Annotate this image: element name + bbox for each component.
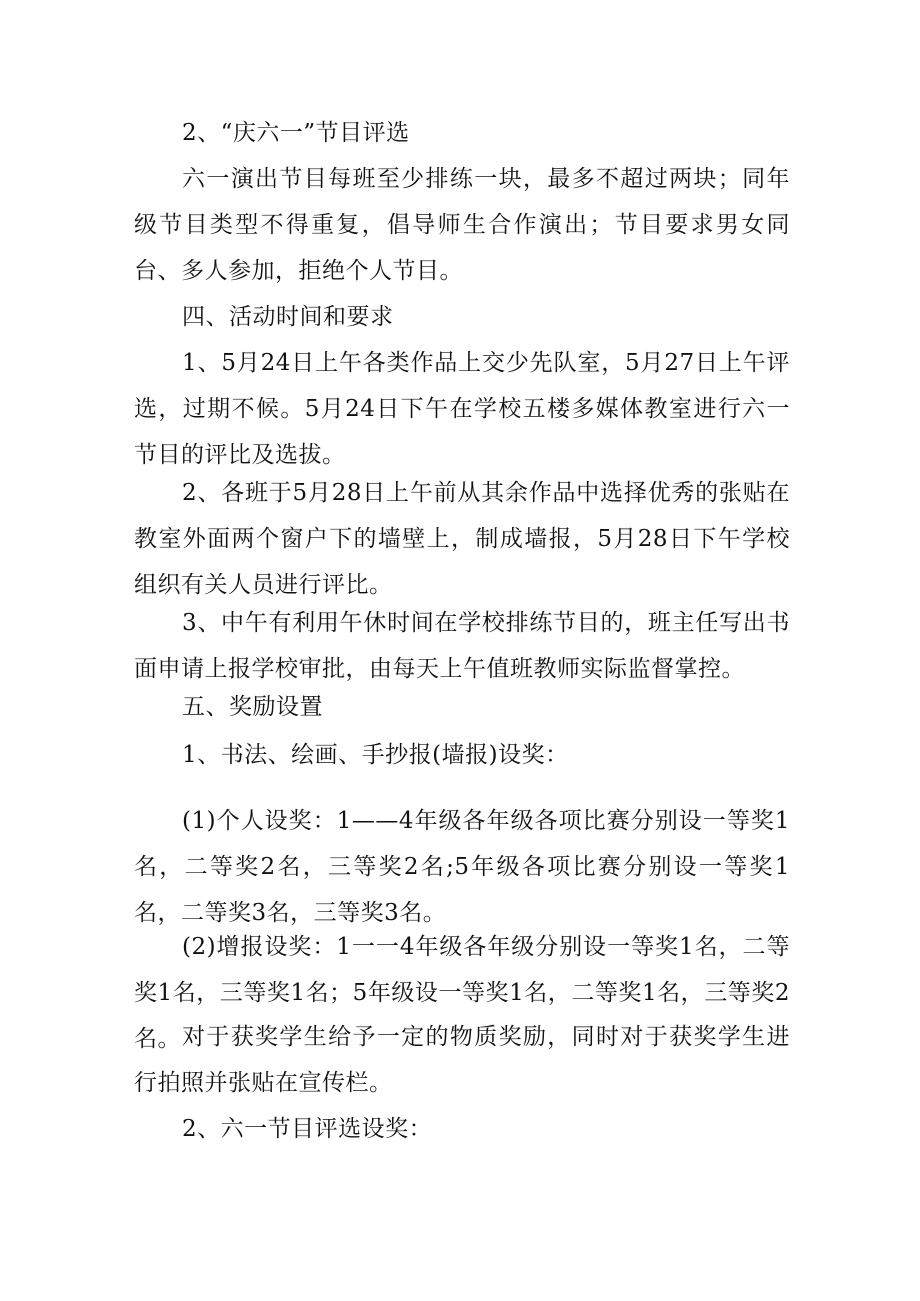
paragraph-award-wallpaper: (2)增报设奖：1一一4年级各年级分别设一等奖1名，二等奖1名，三等奖1名；5年级设一等奖1名，二等奖1名，三等奖2名。: [134, 934, 790, 1052]
paragraph-time-3: 3、中午有利用午休时间在学校排练节目的，班主任写出书面申请上报学校审批，由每天上午值班教师实际监督掌控。: [134, 610, 790, 682]
heading-program-selection: 2、“庆六一”节目评选: [182, 120, 410, 146]
heading-program-awards: 2、六一节目评选设奖：: [182, 1116, 433, 1142]
paragraph-program-rules: 六一演出节目每班至少排练一块，最多不超过两块；同年级节目类型不得重复，倡导师生合作演出；节目要求男女同台、多人参加，拒绝个人节目。: [134, 166, 790, 284]
paragraph-award-1: 1、书法、绘画、手抄报(墙报)设奖：: [182, 742, 569, 768]
heading-activity-time: 四、活动时间和要求: [182, 304, 394, 330]
heading-awards: 五、奖励设置: [182, 694, 323, 720]
paragraph-award-individual: (1)个人设奖：1——4年级各年级各项比赛分别设一等奖1名，二等奖2名，三等奖2名;5年级各项比赛分别设一等奖1名，二等奖3名，三等奖3名。: [134, 808, 790, 926]
paragraph-time-2: 2、各班于5月28日上午前从其余作品中选择优秀的张贴在教室外面两个窗户下的墙壁上，制成墙报，5月28日下午学校组织有关人员进行评比。: [134, 480, 790, 598]
paragraph-award-rewards: 对于获奖学生给予一定的物质奖励，同时对于获奖学生进行拍照并张贴在宣传栏。: [134, 1024, 790, 1096]
paragraph-time-1: 1、5月24日上午各类作品上交少先队室，5月27日上午评选，过期不候。5月24日下午在学校五楼多媒体教室进行六一节目的评比及选拔。: [134, 350, 790, 468]
